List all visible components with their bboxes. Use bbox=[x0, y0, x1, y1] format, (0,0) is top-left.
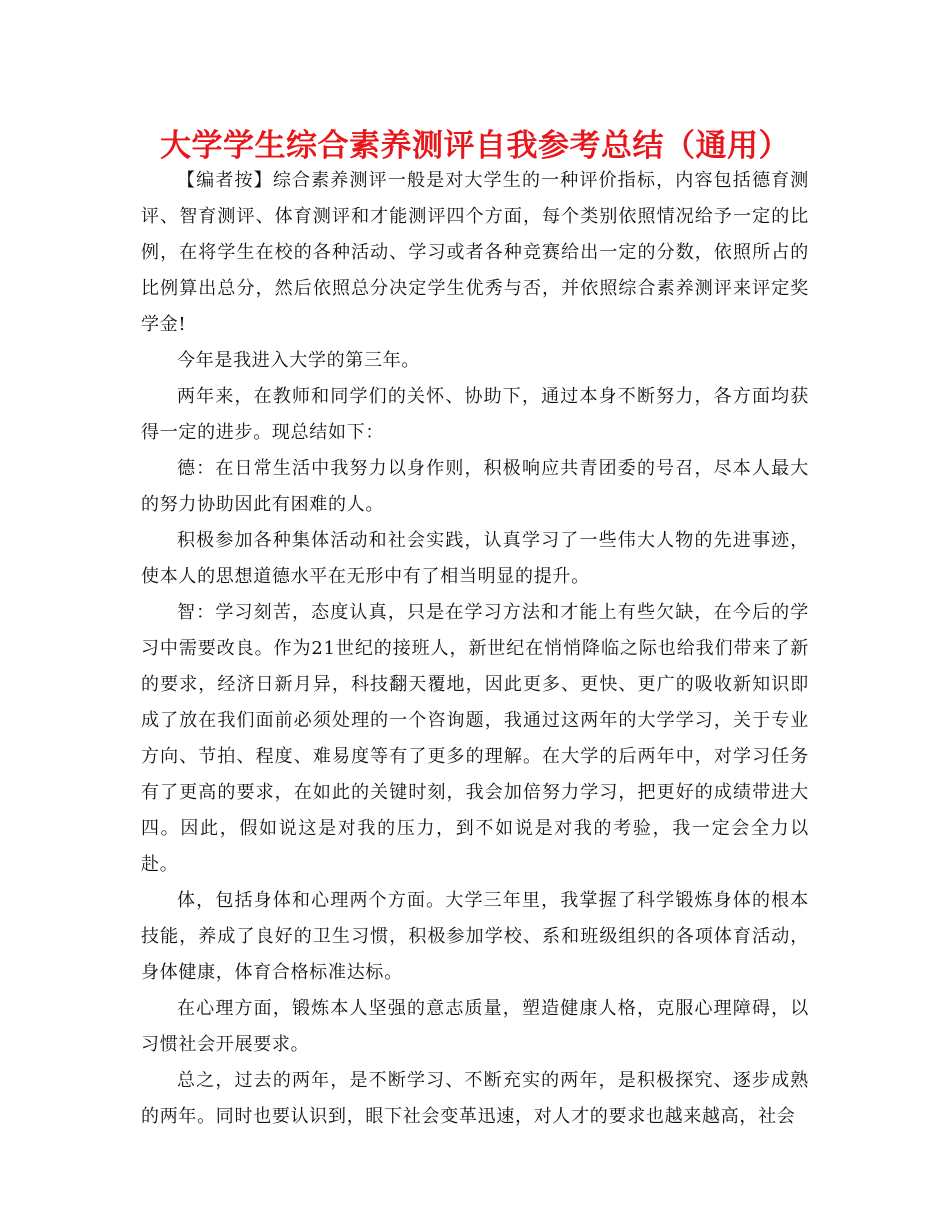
paragraph-activities: 积极参加各种集体活动和社会实践，认真学习了一些伟大人物的先进事迹，使本人的思想道德水平在无形中有了相当明显的提升。 bbox=[141, 530, 809, 587]
paragraph-two-years: 两年来，在教师和同学们的关怀、协助下，通过本身不断努力，各方面均获得一定的进步。现总结如下： bbox=[141, 386, 809, 443]
paragraph-physical: 体，包括身体和心理两个方面。大学三年里，我掌握了科学锻炼身体的根本技能，养成了良好的卫生习惯，积极参加学校、系和班级组织的各项体育活动，身体健康，体育合格标准达标。 bbox=[141, 890, 809, 983]
paragraph-intellect: 智：学习刻苦，态度认真，只是在学习方法和才能上有些欠缺，在今后的学习中需要改良。作为21世纪的接班人，新世纪在悄悄降临之际也给我们带来了新的要求，经济日新月异，科技翻天覆地，因此更多、更快、更广的吸收新知识即成了放在我们面前必须处理的一个咨询题，我通过这两年的大学学习，关于专业方向、节拍、程度、难易度等有了更多的理解。在大学的后两年中，对学习任务有了更高的要求，在如此的关键时刻，我会加倍努力学习，把更好的成绩带进大四。因此，假如说这是对我的压力，到不如说是对我的考验，我一定会全力以赴。 bbox=[141, 602, 809, 875]
paragraph-third-year: 今年是我进入大学的第三年。 bbox=[177, 350, 421, 371]
paragraph-morality: 德：在日常生活中我努力以身作则，积极响应共青团委的号召，尽本人最大的努力协助因此有困难的人。 bbox=[141, 458, 809, 515]
paragraph-psychology: 在心理方面，锻炼本人坚强的意志质量，塑造健康人格，克服心理障碍，以习惯社会开展要求。 bbox=[141, 998, 809, 1055]
document-body bbox=[141, 163, 809, 1135]
paragraph-summary: 总之，过去的两年，是不断学习、不断充实的两年，是积极探究、逐步成熟的两年。同时也要认识到，眼下社会变革迅速，对人才的要求也越来越高，社会 bbox=[141, 1070, 809, 1127]
document-title: 大学学生综合素养测评自我参考总结（通用） bbox=[160, 128, 790, 164]
paragraph-editor-note: 【编者按】综合素养测评一般是对大学生的一种评价指标，内容包括德育测评、智育测评、体育测评和才能测评四个方面，每个类别依照情况给予一定的比例，在将学生在校的各种活动、学习或者各种竞赛给出一定的分数，依照所占的比例算出总分，然后依照总分决定学生优秀与否，并依照综合素养测评来评定奖学金! bbox=[141, 170, 809, 335]
